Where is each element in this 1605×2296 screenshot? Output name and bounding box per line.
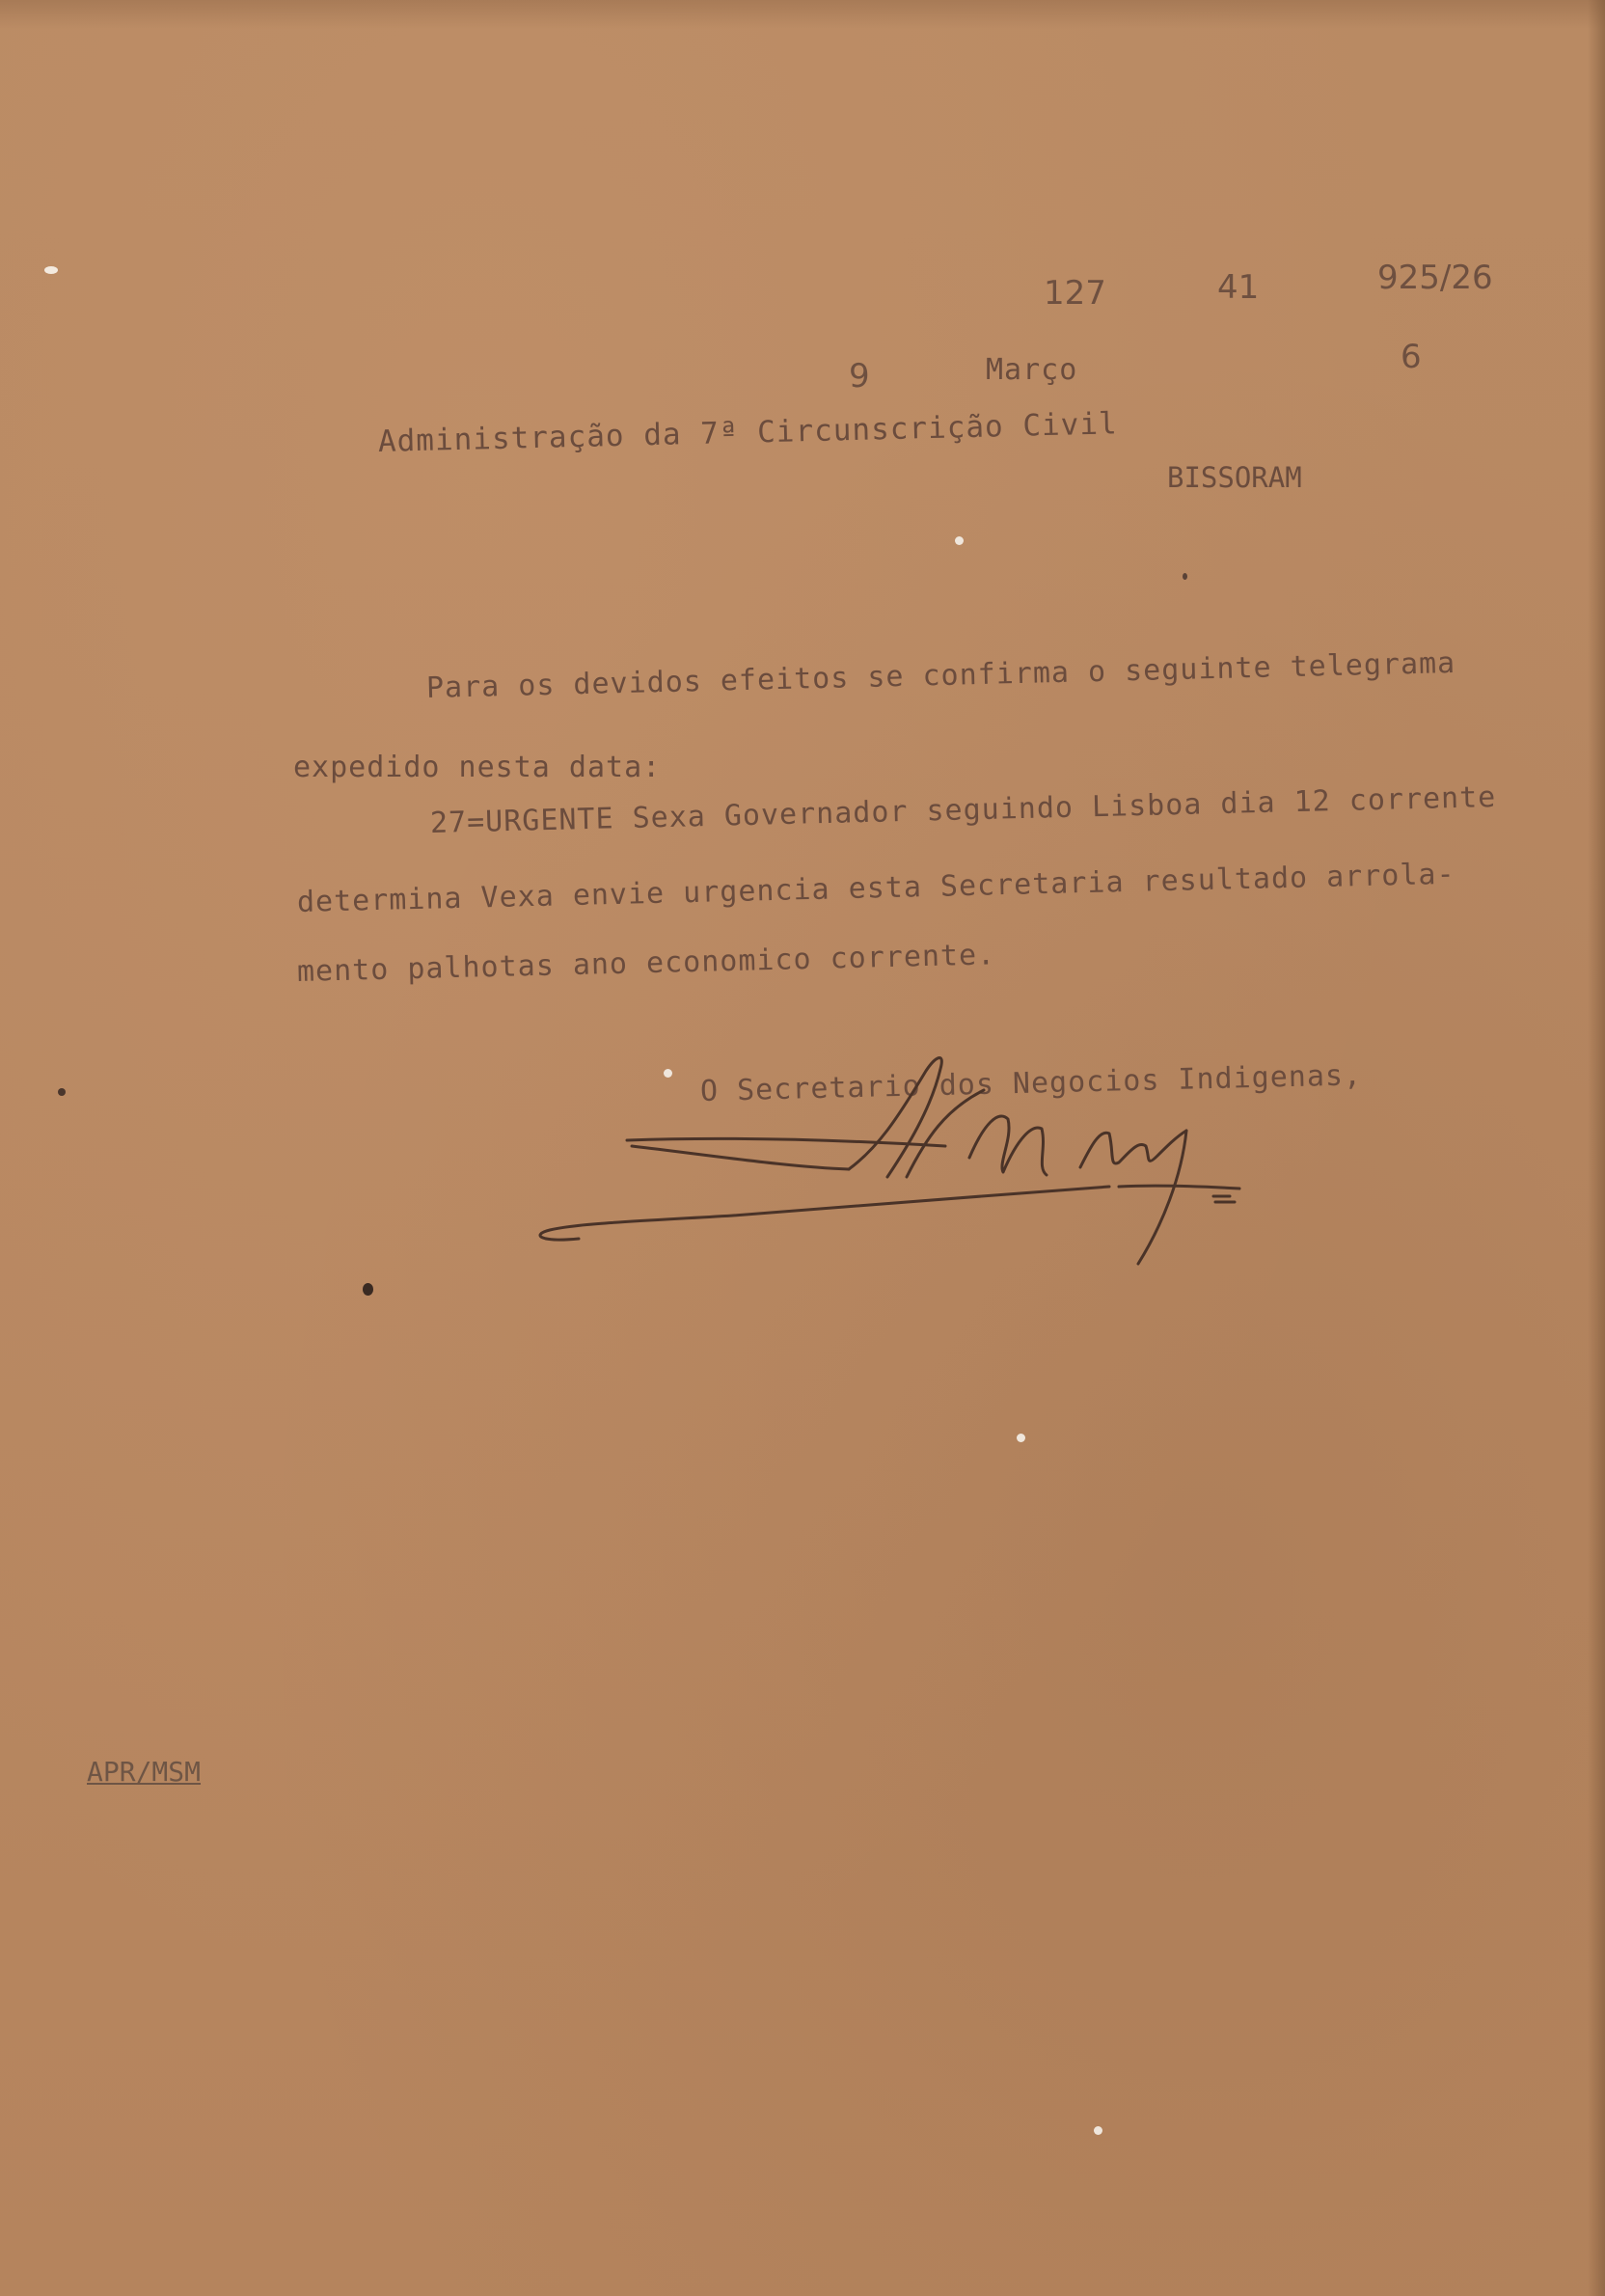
header-number-6: 6	[1401, 338, 1422, 376]
body-line-3: 27=URGENTE Sexa Governador seguindo Lisboa dia 12 corrente	[429, 779, 1497, 840]
body-line-1: Para os devidos efeitos se confirma o seguinte telegrama	[425, 645, 1456, 705]
handwritten-signature	[444, 1032, 1312, 1302]
date-month: Março	[986, 353, 1078, 387]
signatory-title: O Secretario dos Negocios Indigenas,	[699, 1058, 1363, 1108]
addressee-office: Administração da 7ª Circunscrição Civil	[377, 406, 1119, 459]
reference-initials: APR/MSM	[87, 1756, 202, 1788]
paper-speck	[664, 1069, 672, 1078]
header-number-41: 41	[1217, 268, 1260, 307]
header-number-127: 127	[1044, 274, 1106, 313]
addressee-place: BISSORAM	[1167, 461, 1302, 494]
paper-speck	[955, 536, 964, 545]
paper-speck	[1094, 2126, 1102, 2135]
body-line-2: expedido nesta data:	[293, 751, 662, 784]
paper-speck	[1183, 573, 1187, 580]
body-line-4: determina Vexa envie urgencia esta Secretaria resultado arrola-	[296, 857, 1455, 919]
body-line-5: mento palhotas ano economico corrente.	[296, 938, 996, 989]
paper-edge-right	[1588, 0, 1605, 2296]
header-number-925: 925/26	[1377, 259, 1493, 297]
paper-speck	[58, 1088, 66, 1096]
paper-speck	[44, 266, 58, 274]
paper-edge-top	[0, 0, 1605, 29]
date-day: 9	[849, 357, 870, 396]
paper-speck	[363, 1283, 373, 1296]
paper-speck	[1017, 1434, 1025, 1442]
